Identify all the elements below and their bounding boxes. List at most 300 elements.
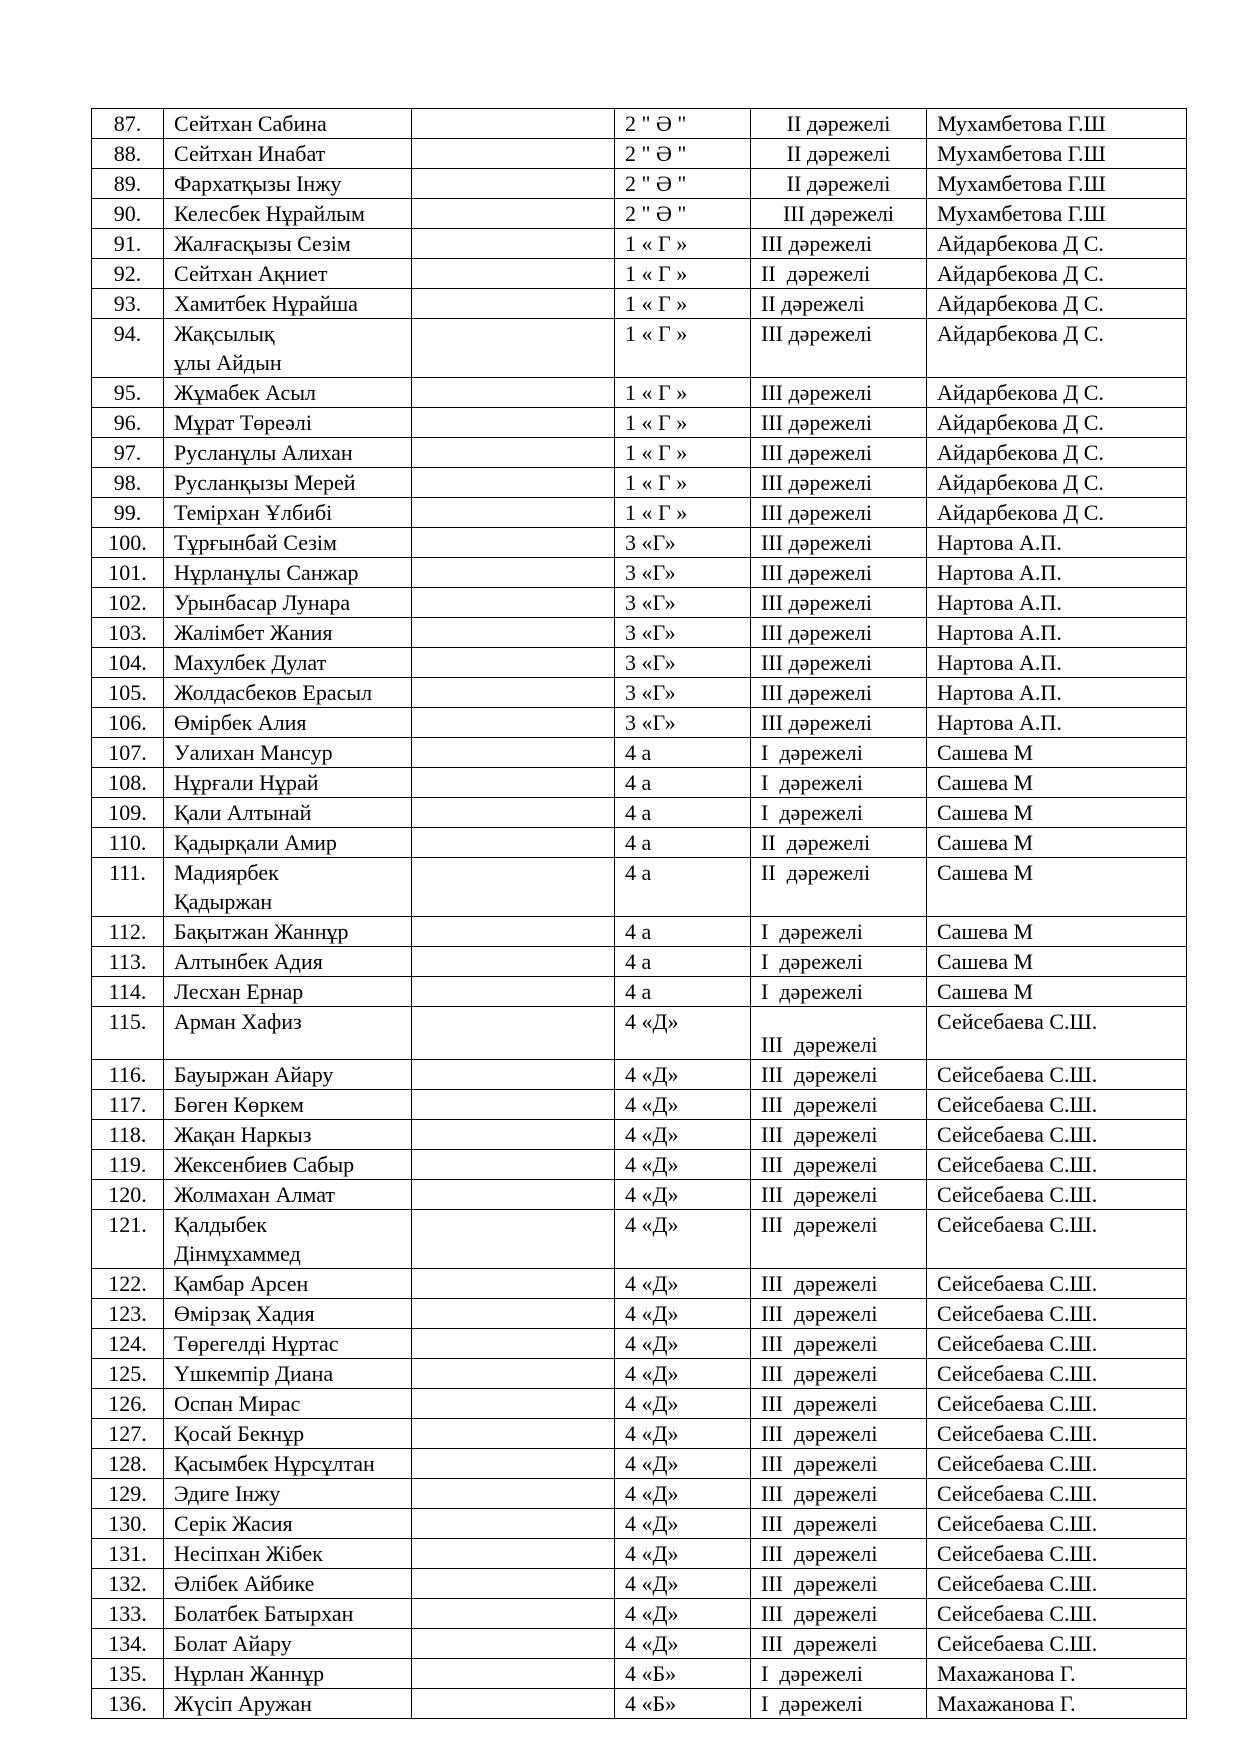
class-grade: 4 а: [615, 858, 751, 917]
teacher-name: Айдарбекова Д С.: [927, 438, 1187, 468]
table-row: [92, 1629, 1187, 1659]
empty-cell: [412, 528, 615, 558]
table-row: [92, 648, 1187, 678]
empty-cell: [412, 947, 615, 977]
award-level: III дәрежелі: [751, 1419, 927, 1449]
class-grade: 3 «Г»: [615, 708, 751, 738]
row-number: 113.: [92, 947, 164, 977]
award-level: III дәрежелі: [751, 618, 927, 648]
class-grade: 4 «Д»: [615, 1210, 751, 1269]
teacher-name: Сейсебаева С.Ш.: [927, 1599, 1187, 1629]
award-level: III дәрежелі: [751, 648, 927, 678]
row-number: 130.: [92, 1509, 164, 1539]
award-level: III дәрежелі: [751, 199, 927, 229]
student-name: Мадиярбек Қадыржан: [164, 858, 412, 917]
table-row: [92, 618, 1187, 648]
table-row: [92, 1210, 1187, 1269]
empty-cell: [412, 858, 615, 917]
class-grade: 4 «Д»: [615, 1120, 751, 1150]
empty-cell: [412, 1509, 615, 1539]
class-grade: 2 " Ә ": [615, 139, 751, 169]
teacher-name: Сашева М: [927, 917, 1187, 947]
student-name: Жақсылық ұлы Айдын: [164, 319, 412, 378]
row-number: 124.: [92, 1329, 164, 1359]
student-name: Эдиге Інжу: [164, 1479, 412, 1509]
student-name: Лесхан Ернар: [164, 977, 412, 1007]
class-grade: 4 «Д»: [615, 1007, 751, 1060]
award-level: III дәрежелі: [751, 408, 927, 438]
row-number: 120.: [92, 1180, 164, 1210]
row-number: 125.: [92, 1359, 164, 1389]
award-level: III дәрежелі: [751, 1269, 927, 1299]
empty-cell: [412, 468, 615, 498]
table-row: [92, 1269, 1187, 1299]
row-number: 129.: [92, 1479, 164, 1509]
student-name: Төрегелді Нұртас: [164, 1329, 412, 1359]
student-name: Болат Айару: [164, 1629, 412, 1659]
award-level: III дәрежелі: [751, 319, 927, 378]
award-level: II дәрежелі: [751, 139, 927, 169]
table-row: [92, 1180, 1187, 1210]
class-grade: 2 " Ә ": [615, 109, 751, 139]
results-table-body: [92, 109, 1187, 1719]
award-level: III дәрежелі: [751, 558, 927, 588]
teacher-name: Айдарбекова Д С.: [927, 378, 1187, 408]
student-name: Русланқызы Мерей: [164, 468, 412, 498]
student-name: Жолмахан Алмат: [164, 1180, 412, 1210]
award-level: III дәрежелі: [751, 1449, 927, 1479]
empty-cell: [412, 1689, 615, 1719]
empty-cell: [412, 738, 615, 768]
student-name: Қалдыбек Дінмұхаммед: [164, 1210, 412, 1269]
row-number: 105.: [92, 678, 164, 708]
student-name: Махулбек Дулат: [164, 648, 412, 678]
table-row: [92, 528, 1187, 558]
award-level: III дәрежелі: [751, 1150, 927, 1180]
teacher-name: Сашева М: [927, 738, 1187, 768]
student-name: Жүсіп Аружан: [164, 1689, 412, 1719]
student-name: Русланұлы Алихан: [164, 438, 412, 468]
row-number: 93.: [92, 289, 164, 319]
teacher-name: Сейсебаева С.Ш.: [927, 1359, 1187, 1389]
award-level: II дәрежелі: [751, 289, 927, 319]
award-level: III дәрежелі: [751, 1180, 927, 1210]
award-level: III дәрежелі: [751, 1629, 927, 1659]
award-level: III дәрежелі: [751, 1479, 927, 1509]
table-row: [92, 408, 1187, 438]
teacher-name: Махажанова Г.: [927, 1689, 1187, 1719]
teacher-name: Сейсебаева С.Ш.: [927, 1090, 1187, 1120]
table-row: [92, 768, 1187, 798]
table-row: [92, 109, 1187, 139]
row-number: 136.: [92, 1689, 164, 1719]
award-level: III дәрежелі: [751, 1007, 927, 1060]
table-row: [92, 319, 1187, 378]
teacher-name: Нартова А.П.: [927, 708, 1187, 738]
row-number: 123.: [92, 1299, 164, 1329]
empty-cell: [412, 828, 615, 858]
empty-cell: [412, 1389, 615, 1419]
row-number: 91.: [92, 229, 164, 259]
row-number: 117.: [92, 1090, 164, 1120]
empty-cell: [412, 708, 615, 738]
table-row: [92, 1599, 1187, 1629]
empty-cell: [412, 199, 615, 229]
empty-cell: [412, 1007, 615, 1060]
student-name: Хамитбек Нұрайша: [164, 289, 412, 319]
empty-cell: [412, 1359, 615, 1389]
class-grade: 3 «Г»: [615, 678, 751, 708]
class-grade: 4 «Д»: [615, 1269, 751, 1299]
table-row: [92, 1509, 1187, 1539]
student-name: Жақан Наркыз: [164, 1120, 412, 1150]
teacher-name: Сейсебаева С.Ш.: [927, 1479, 1187, 1509]
table-row: [92, 558, 1187, 588]
row-number: 94.: [92, 319, 164, 378]
award-level: I дәрежелі: [751, 798, 927, 828]
table-row: [92, 1060, 1187, 1090]
table-row: [92, 1689, 1187, 1719]
table-row: [92, 139, 1187, 169]
award-level: III дәрежелі: [751, 498, 927, 528]
award-level: I дәрежелі: [751, 768, 927, 798]
student-name: Сейтхан Сабина: [164, 109, 412, 139]
teacher-name: Нартова А.П.: [927, 588, 1187, 618]
class-grade: 4 а: [615, 947, 751, 977]
table-row: [92, 1329, 1187, 1359]
teacher-name: Айдарбекова Д С.: [927, 289, 1187, 319]
award-level: III дәрежелі: [751, 1060, 927, 1090]
class-grade: 4 «Д»: [615, 1180, 751, 1210]
row-number: 107.: [92, 738, 164, 768]
student-name: Келесбек Нұрайлым: [164, 199, 412, 229]
class-grade: 1 « Г »: [615, 408, 751, 438]
empty-cell: [412, 917, 615, 947]
table-row: [92, 498, 1187, 528]
empty-cell: [412, 109, 615, 139]
teacher-name: Мухамбетова Г.Ш: [927, 169, 1187, 199]
award-level: I дәрежелі: [751, 1689, 927, 1719]
teacher-name: Айдарбекова Д С.: [927, 319, 1187, 378]
table-row: [92, 1150, 1187, 1180]
award-level: II дәрежелі: [751, 259, 927, 289]
teacher-name: Сашева М: [927, 858, 1187, 917]
empty-cell: [412, 1299, 615, 1329]
student-name: Бақытжан Жаннұр: [164, 917, 412, 947]
empty-cell: [412, 618, 615, 648]
class-grade: 4 «Д»: [615, 1389, 751, 1419]
teacher-name: Сейсебаева С.Ш.: [927, 1329, 1187, 1359]
table-row: [92, 917, 1187, 947]
empty-cell: [412, 438, 615, 468]
table-row: [92, 588, 1187, 618]
class-grade: 2 " Ә ": [615, 169, 751, 199]
table-row: [92, 438, 1187, 468]
teacher-name: Мухамбетова Г.Ш: [927, 139, 1187, 169]
class-grade: 2 " Ә ": [615, 199, 751, 229]
table-row: [92, 1449, 1187, 1479]
row-number: 115.: [92, 1007, 164, 1060]
class-grade: 4 «Д»: [615, 1629, 751, 1659]
award-level: II дәрежелі: [751, 828, 927, 858]
empty-cell: [412, 798, 615, 828]
class-grade: 3 «Г»: [615, 588, 751, 618]
award-level: III дәрежелі: [751, 1299, 927, 1329]
student-name: Жалімбет Жания: [164, 618, 412, 648]
teacher-name: Сейсебаева С.Ш.: [927, 1210, 1187, 1269]
class-grade: 4 «Б»: [615, 1659, 751, 1689]
empty-cell: [412, 1329, 615, 1359]
empty-cell: [412, 1150, 615, 1180]
award-level: II дәрежелі: [751, 169, 927, 199]
student-name: Қадырқали Амир: [164, 828, 412, 858]
award-level: III дәрежелі: [751, 528, 927, 558]
empty-cell: [412, 678, 615, 708]
class-grade: 1 « Г »: [615, 319, 751, 378]
award-level: III дәрежелі: [751, 229, 927, 259]
student-name: Алтынбек Адия: [164, 947, 412, 977]
row-number: 103.: [92, 618, 164, 648]
student-name: Болатбек Батырхан: [164, 1599, 412, 1629]
class-grade: 4 а: [615, 738, 751, 768]
teacher-name: Айдарбекова Д С.: [927, 498, 1187, 528]
table-row: [92, 1569, 1187, 1599]
teacher-name: Нартова А.П.: [927, 528, 1187, 558]
table-row: [92, 858, 1187, 917]
student-name: Несіпхан Жібек: [164, 1539, 412, 1569]
row-number: 108.: [92, 768, 164, 798]
student-name: Серік Жасия: [164, 1509, 412, 1539]
row-number: 97.: [92, 438, 164, 468]
teacher-name: Айдарбекова Д С.: [927, 468, 1187, 498]
row-number: 111.: [92, 858, 164, 917]
class-grade: 3 «Г»: [615, 528, 751, 558]
table-row: [92, 1299, 1187, 1329]
class-grade: 4 «Б»: [615, 1689, 751, 1719]
empty-cell: [412, 768, 615, 798]
row-number: 110.: [92, 828, 164, 858]
award-level: III дәрежелі: [751, 1120, 927, 1150]
table-row: [92, 977, 1187, 1007]
table-row: [92, 828, 1187, 858]
row-number: 118.: [92, 1120, 164, 1150]
empty-cell: [412, 558, 615, 588]
row-number: 101.: [92, 558, 164, 588]
class-grade: 1 « Г »: [615, 468, 751, 498]
class-grade: 4 а: [615, 828, 751, 858]
class-grade: 4 «Д»: [615, 1599, 751, 1629]
student-name: Оспан Мирас: [164, 1389, 412, 1419]
class-grade: 4 «Д»: [615, 1329, 751, 1359]
table-row: [92, 229, 1187, 259]
row-number: 92.: [92, 259, 164, 289]
empty-cell: [412, 1210, 615, 1269]
class-grade: 1 « Г »: [615, 378, 751, 408]
student-name: Қали Алтынай: [164, 798, 412, 828]
class-grade: 4 а: [615, 798, 751, 828]
row-number: 131.: [92, 1539, 164, 1569]
empty-cell: [412, 169, 615, 199]
teacher-name: Сейсебаева С.Ш.: [927, 1299, 1187, 1329]
student-name: Уалихан Мансур: [164, 738, 412, 768]
student-name: Әлібек Айбике: [164, 1569, 412, 1599]
row-number: 127.: [92, 1419, 164, 1449]
award-level: II дәрежелі: [751, 109, 927, 139]
teacher-name: Сейсебаева С.Ш.: [927, 1150, 1187, 1180]
row-number: 95.: [92, 378, 164, 408]
award-level: II дәрежелі: [751, 858, 927, 917]
empty-cell: [412, 378, 615, 408]
empty-cell: [412, 1180, 615, 1210]
award-level: III дәрежелі: [751, 1509, 927, 1539]
student-name: Темірхан Ұлбибі: [164, 498, 412, 528]
award-level: III дәрежелі: [751, 438, 927, 468]
student-name: Тұрғынбай Сезім: [164, 528, 412, 558]
empty-cell: [412, 1569, 615, 1599]
teacher-name: Сейсебаева С.Ш.: [927, 1419, 1187, 1449]
empty-cell: [412, 259, 615, 289]
student-name: Жолдасбеков Ерасыл: [164, 678, 412, 708]
student-name: Бауыржан Айару: [164, 1060, 412, 1090]
empty-cell: [412, 1090, 615, 1120]
table-row: [92, 1479, 1187, 1509]
row-number: 128.: [92, 1449, 164, 1479]
student-name: Қамбар Арсен: [164, 1269, 412, 1299]
table-row: [92, 378, 1187, 408]
empty-cell: [412, 229, 615, 259]
empty-cell: [412, 1539, 615, 1569]
row-number: 100.: [92, 528, 164, 558]
student-name: Нұрғали Нұрай: [164, 768, 412, 798]
empty-cell: [412, 1269, 615, 1299]
award-level: III дәрежелі: [751, 1599, 927, 1629]
empty-cell: [412, 1599, 615, 1629]
row-number: 121.: [92, 1210, 164, 1269]
student-name: Жексенбиев Сабыр: [164, 1150, 412, 1180]
empty-cell: [412, 139, 615, 169]
teacher-name: Мухамбетова Г.Ш: [927, 109, 1187, 139]
award-level: I дәрежелі: [751, 947, 927, 977]
empty-cell: [412, 1659, 615, 1689]
row-number: 98.: [92, 468, 164, 498]
table-row: [92, 738, 1187, 768]
table-row: [92, 1007, 1187, 1060]
row-number: 116.: [92, 1060, 164, 1090]
class-grade: 1 « Г »: [615, 229, 751, 259]
teacher-name: Сейсебаева С.Ш.: [927, 1539, 1187, 1569]
row-number: 89.: [92, 169, 164, 199]
row-number: 112.: [92, 917, 164, 947]
table-row: [92, 1090, 1187, 1120]
award-level: III дәрежелі: [751, 1210, 927, 1269]
teacher-name: Сейсебаева С.Ш.: [927, 1629, 1187, 1659]
row-number: 90.: [92, 199, 164, 229]
class-grade: 4 а: [615, 977, 751, 1007]
teacher-name: Айдарбекова Д С.: [927, 259, 1187, 289]
student-name: Өмірзақ Хадия: [164, 1299, 412, 1329]
award-level: III дәрежелі: [751, 1329, 927, 1359]
class-grade: 4 «Д»: [615, 1060, 751, 1090]
student-name: Жалғасқызы Сезім: [164, 229, 412, 259]
student-name: Сейтхан Ақниет: [164, 259, 412, 289]
class-grade: 1 « Г »: [615, 438, 751, 468]
teacher-name: Сашева М: [927, 828, 1187, 858]
table-row: [92, 1659, 1187, 1689]
award-level: I дәрежелі: [751, 977, 927, 1007]
empty-cell: [412, 1449, 615, 1479]
class-grade: 3 «Г»: [615, 648, 751, 678]
empty-cell: [412, 1419, 615, 1449]
class-grade: 3 «Г»: [615, 618, 751, 648]
teacher-name: Сейсебаева С.Ш.: [927, 1449, 1187, 1479]
award-level: III дәрежелі: [751, 678, 927, 708]
teacher-name: Нартова А.П.: [927, 558, 1187, 588]
class-grade: 4 «Д»: [615, 1449, 751, 1479]
empty-cell: [412, 1479, 615, 1509]
table-row: [92, 1539, 1187, 1569]
teacher-name: Сейсебаева С.Ш.: [927, 1060, 1187, 1090]
empty-cell: [412, 408, 615, 438]
empty-cell: [412, 648, 615, 678]
teacher-name: Сашева М: [927, 977, 1187, 1007]
teacher-name: Сейсебаева С.Ш.: [927, 1569, 1187, 1599]
class-grade: 4 «Д»: [615, 1539, 751, 1569]
student-name: Фархатқызы Інжу: [164, 169, 412, 199]
row-number: 99.: [92, 498, 164, 528]
table-row: [92, 1389, 1187, 1419]
table-row: [92, 199, 1187, 229]
class-grade: 1 « Г »: [615, 289, 751, 319]
award-level: I дәрежелі: [751, 1659, 927, 1689]
teacher-name: Сейсебаева С.Ш.: [927, 1180, 1187, 1210]
award-level: I дәрежелі: [751, 738, 927, 768]
empty-cell: [412, 289, 615, 319]
class-grade: 3 «Г»: [615, 558, 751, 588]
award-level: I дәрежелі: [751, 917, 927, 947]
teacher-name: Нартова А.П.: [927, 648, 1187, 678]
class-grade: 4 «Д»: [615, 1359, 751, 1389]
student-name: Өмірбек Алия: [164, 708, 412, 738]
row-number: 109.: [92, 798, 164, 828]
class-grade: 4 «Д»: [615, 1419, 751, 1449]
row-number: 104.: [92, 648, 164, 678]
teacher-name: Айдарбекова Д С.: [927, 229, 1187, 259]
teacher-name: Махажанова Г.: [927, 1659, 1187, 1689]
award-level: III дәрежелі: [751, 468, 927, 498]
row-number: 87.: [92, 109, 164, 139]
teacher-name: Нартова А.П.: [927, 678, 1187, 708]
award-level: III дәрежелі: [751, 378, 927, 408]
award-level: III дәрежелі: [751, 1569, 927, 1599]
table-row: [92, 678, 1187, 708]
teacher-name: Сашева М: [927, 798, 1187, 828]
table-row: [92, 1359, 1187, 1389]
empty-cell: [412, 498, 615, 528]
class-grade: 4 а: [615, 917, 751, 947]
student-name: Жұмабек Асыл: [164, 378, 412, 408]
student-name: Урынбасар Лунара: [164, 588, 412, 618]
teacher-name: Сейсебаева С.Ш.: [927, 1007, 1187, 1060]
row-number: 133.: [92, 1599, 164, 1629]
student-name: Мұрат Төреәлі: [164, 408, 412, 438]
student-name: Арман Хафиз: [164, 1007, 412, 1060]
teacher-name: Нартова А.П.: [927, 618, 1187, 648]
class-grade: 1 « Г »: [615, 498, 751, 528]
student-name: Қасымбек Нұрсұлтан: [164, 1449, 412, 1479]
award-level: III дәрежелі: [751, 708, 927, 738]
teacher-name: Сейсебаева С.Ш.: [927, 1389, 1187, 1419]
class-grade: 1 « Г »: [615, 259, 751, 289]
